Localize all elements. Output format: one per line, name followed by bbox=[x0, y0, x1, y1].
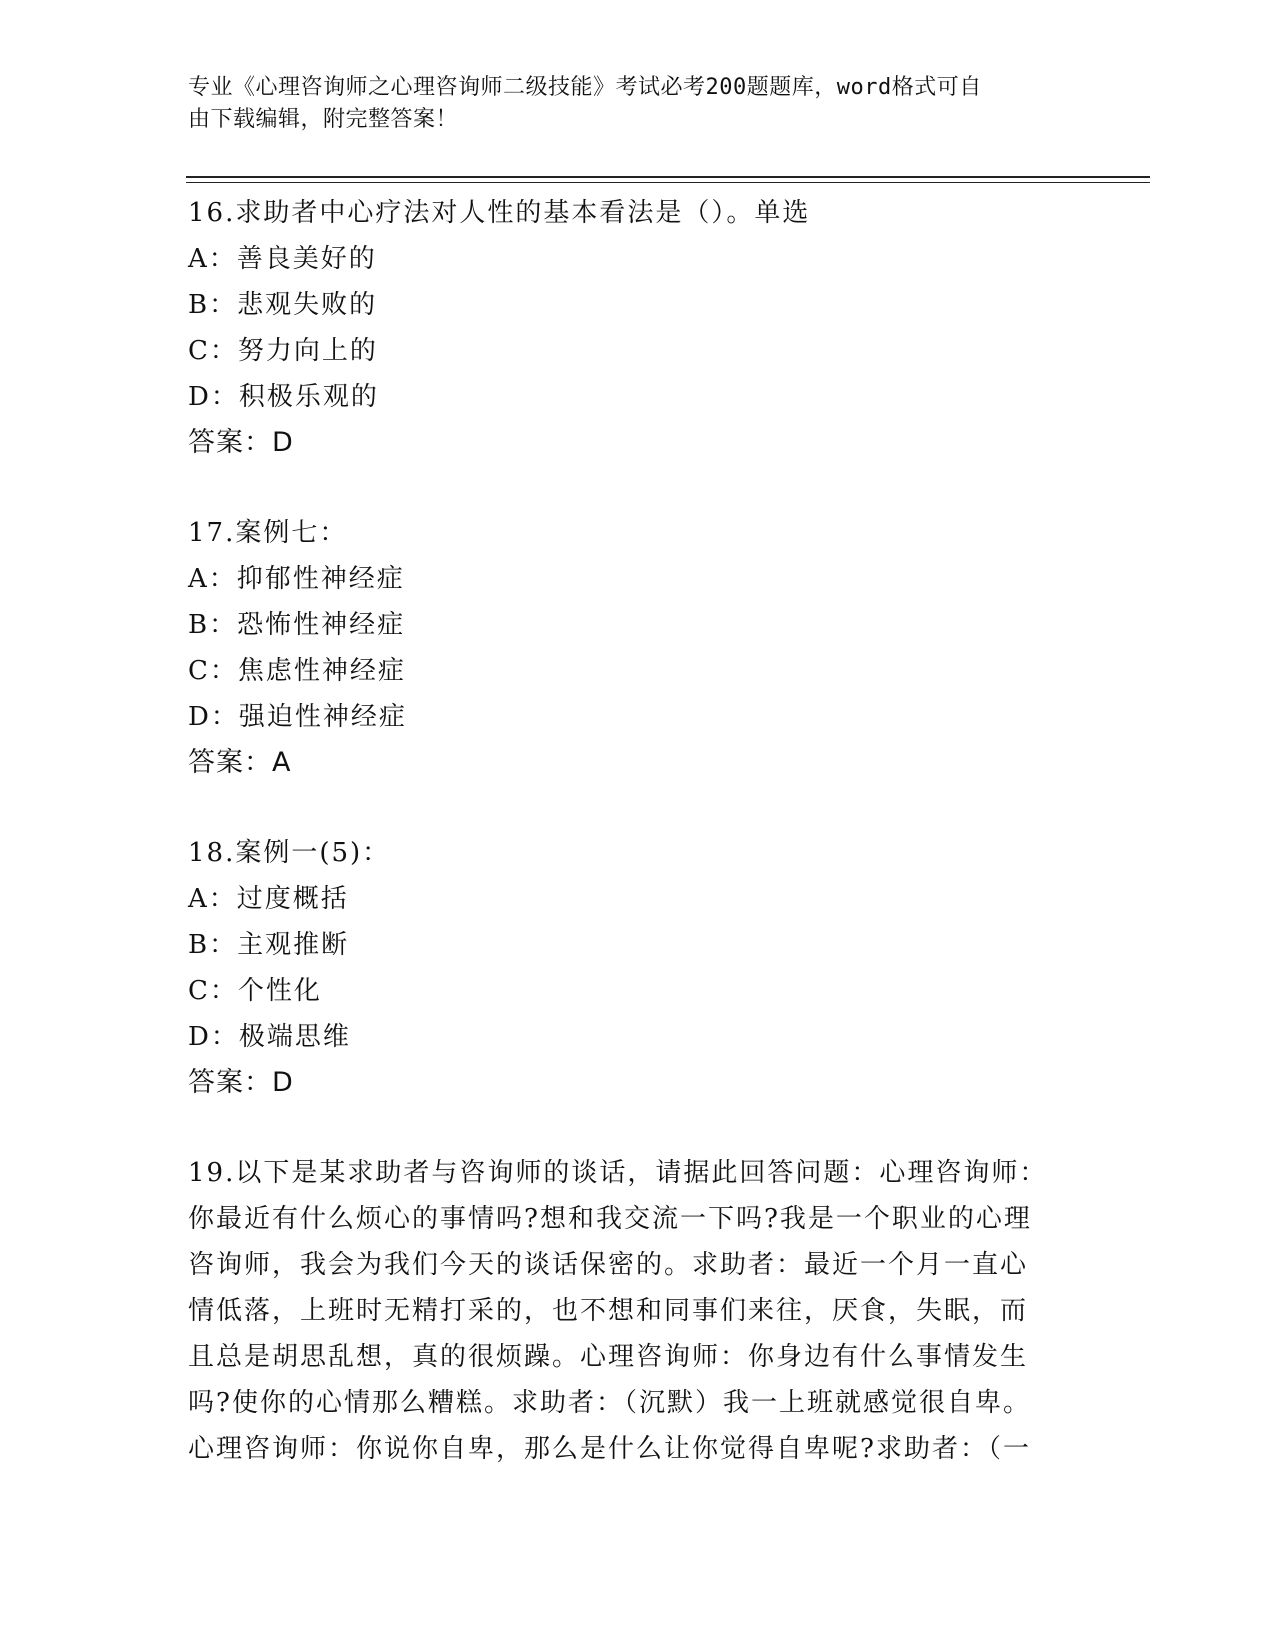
header-line-1: 专业《心理咨询师之心理咨询师二级技能》考试必考200题题库，word格式可自 bbox=[188, 75, 982, 100]
question-list bbox=[188, 190, 1068, 1472]
answer-label: 答案：D bbox=[188, 427, 294, 458]
spacer bbox=[188, 786, 1068, 830]
spacer bbox=[188, 466, 1068, 510]
option-b: B：恐怖性神经症 bbox=[188, 610, 406, 640]
paragraph-line: 情低落，上班时无精打采的，也不想和同事们来往，厌食，失眠，而 bbox=[188, 1296, 1029, 1326]
document-header bbox=[188, 72, 1068, 136]
option-a: A：抑郁性神经症 bbox=[188, 564, 405, 594]
spacer bbox=[188, 1106, 1068, 1150]
paragraph-line: 且总是胡思乱想，真的很烦躁。心理咨询师：你身边有什么事情发生 bbox=[188, 1342, 1029, 1372]
option-b: B：主观推断 bbox=[188, 930, 350, 960]
paragraph-line: 咨询师，我会为我们今天的谈话保密的。求助者：最近一个月一直心 bbox=[188, 1250, 1029, 1280]
paragraph-line: 你最近有什么烦心的事情吗?想和我交流一下吗?我是一个职业的心理 bbox=[188, 1204, 1032, 1234]
question-block-17 bbox=[188, 510, 1068, 786]
header-divider-thick bbox=[186, 176, 1150, 178]
option-d: D：强迫性神经症 bbox=[188, 702, 407, 732]
header-divider-thin bbox=[186, 182, 1150, 183]
question-block-19 bbox=[188, 1150, 1068, 1472]
answer-label: 答案：D bbox=[188, 1067, 294, 1098]
option-a: A：善良美好的 bbox=[188, 244, 377, 274]
answer-label: 答案：A bbox=[188, 747, 292, 778]
question-block-16 bbox=[188, 190, 1068, 466]
option-b: B：悲观失败的 bbox=[188, 290, 378, 320]
option-c: C：焦虑性神经症 bbox=[188, 656, 406, 686]
option-d: D：积极乐观的 bbox=[188, 382, 379, 412]
option-c: C：努力向上的 bbox=[188, 336, 378, 366]
question-stem: 16.求助者中心疗法对人性的基本看法是（）。单选 bbox=[188, 198, 811, 228]
question-block-18 bbox=[188, 830, 1068, 1106]
option-a: A：过度概括 bbox=[188, 884, 349, 914]
paragraph-line: 吗?使你的心情那么糟糕。求助者：（沉默）我一上班就感觉很自卑。 bbox=[188, 1388, 1031, 1418]
question-stem: 18.案例一(5)： bbox=[188, 838, 391, 868]
header-line-2: 由下载编辑，附完整答案！ bbox=[188, 107, 459, 132]
option-d: D：极端思维 bbox=[188, 1022, 351, 1052]
paragraph-line: 心理咨询师：你说你自卑，那么是什么让你觉得自卑呢?求助者：（一 bbox=[188, 1434, 1031, 1464]
option-c: C：个性化 bbox=[188, 976, 322, 1006]
question-stem: 17.案例七： bbox=[188, 518, 348, 548]
paragraph-line: 19.以下是某求助者与咨询师的谈话，请据此回答问题：心理咨询师： bbox=[188, 1158, 1048, 1188]
